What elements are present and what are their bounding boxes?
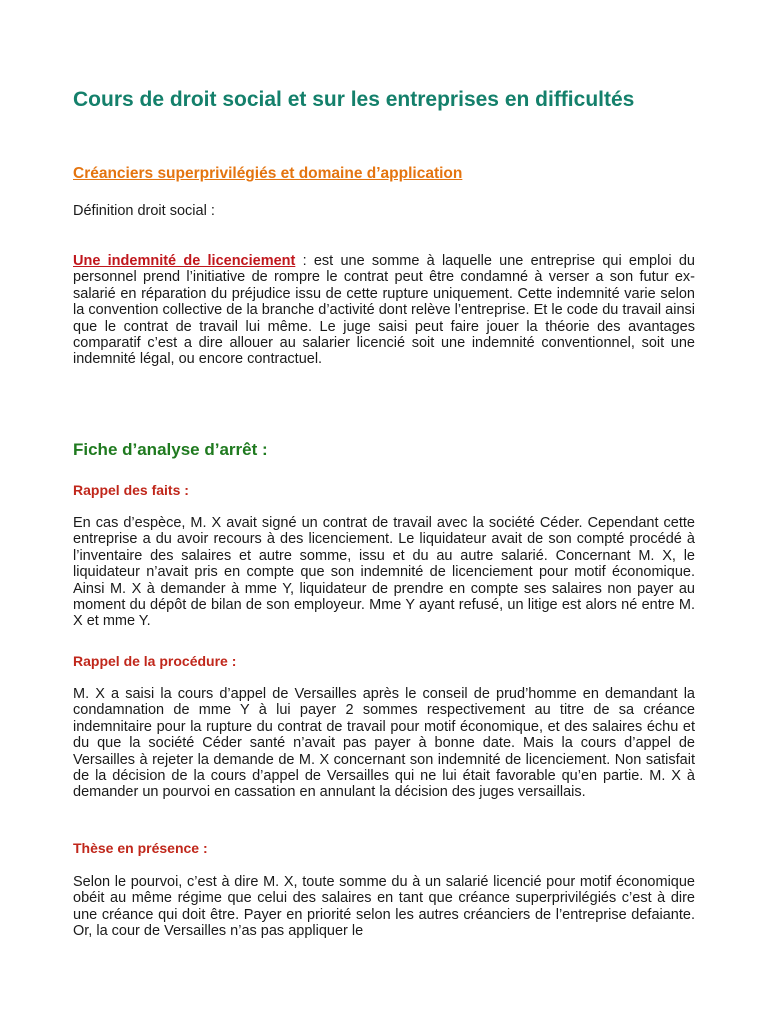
procedure-heading: Rappel de la procédure :: [73, 653, 237, 669]
fiche-heading: Fiche d’analyse d’arrêt :: [73, 440, 268, 459]
indemnite-paragraph: [73, 253, 695, 368]
definition-label: Définition droit social :: [73, 203, 215, 219]
indemnite-text: : est une somme à laquelle une entreprise qui emploi du personnel prend l’initiative de rompre le contrat peut être condamné à verser a son futur ex-salarié en réparation du préjudice issu de cette rupture uniquement. Cette indemnité varie selon la convention collective de la branche d’activité dont relève l’entreprise. Et le code du travail ainsi que le contrat de travail lui même. Le juge saisi peut faire jouer la théorie des avantages comparatif c’est a dire allouer au salarier licencié soit une indemnité conventionnel, soit une indemnité légal, ou encore contractuel.: [73, 253, 695, 368]
section-subtitle: Créanciers superprivilégiés et domaine d’application: [73, 165, 463, 182]
page-title: Cours de droit social et sur les entreprises en difficultés: [73, 88, 635, 111]
these-heading: Thèse en présence :: [73, 840, 208, 856]
faits-paragraph: En cas d’espèce, M. X avait signé un contrat de travail avec la société Céder. Cependant cette entreprise a du avoir recours à des licenciement. Le liquidateur avait de son compté procédé à l’inventaire des salaires et autre somme, issu et du au autre salarié. Concernant M. X, le liquidateur n’avait pris en compte que son indemnité de licenciement pour motif économique. Ainsi M. X à demander à mme Y, liquidateur de prendre en compte ses salaires non payer au moment du dépôt de bilan de son employeur. Mme Y ayant refusé, un litige est alors né entre M. X et mme Y.: [73, 515, 695, 630]
procedure-paragraph: M. X a saisi la cours d’appel de Versailles après le conseil de prud’homme en demandant la condamnation de mme Y à lui payer 2 sommes respectivement au titre de sa créance indemnitaire pour la rupture du contrat de travail pour motif économique, et des salaires échu et du que la société Céder santé n’avait pas payer à bonne date. Mais la cours d’appel de Versailles à rejeter la demande de M. X concernant son indemnité de licenciement. Non satisfait de la décision de la cours d’appel de Versailles qui ne lui était favorable qu’en partie. M. X à demander un pourvoi en cassation en annulant la décision des juges versaillais.: [73, 686, 695, 801]
indemnite-term: Une indemnité de licenciement: [73, 253, 296, 269]
faits-heading: Rappel des faits :: [73, 482, 189, 498]
these-paragraph: Selon le pourvoi, c’est à dire M. X, toute somme du à un salarié licencié pour motif économique obéit au même régime que celui des salaires en tant que créance superprivilégiés c’est à dire une créance qui doit être. Payer en priorité selon les autres créanciers de l’entreprise defaiante. Or, la cour de Versailles n’as pas appliquer le: [73, 874, 695, 940]
